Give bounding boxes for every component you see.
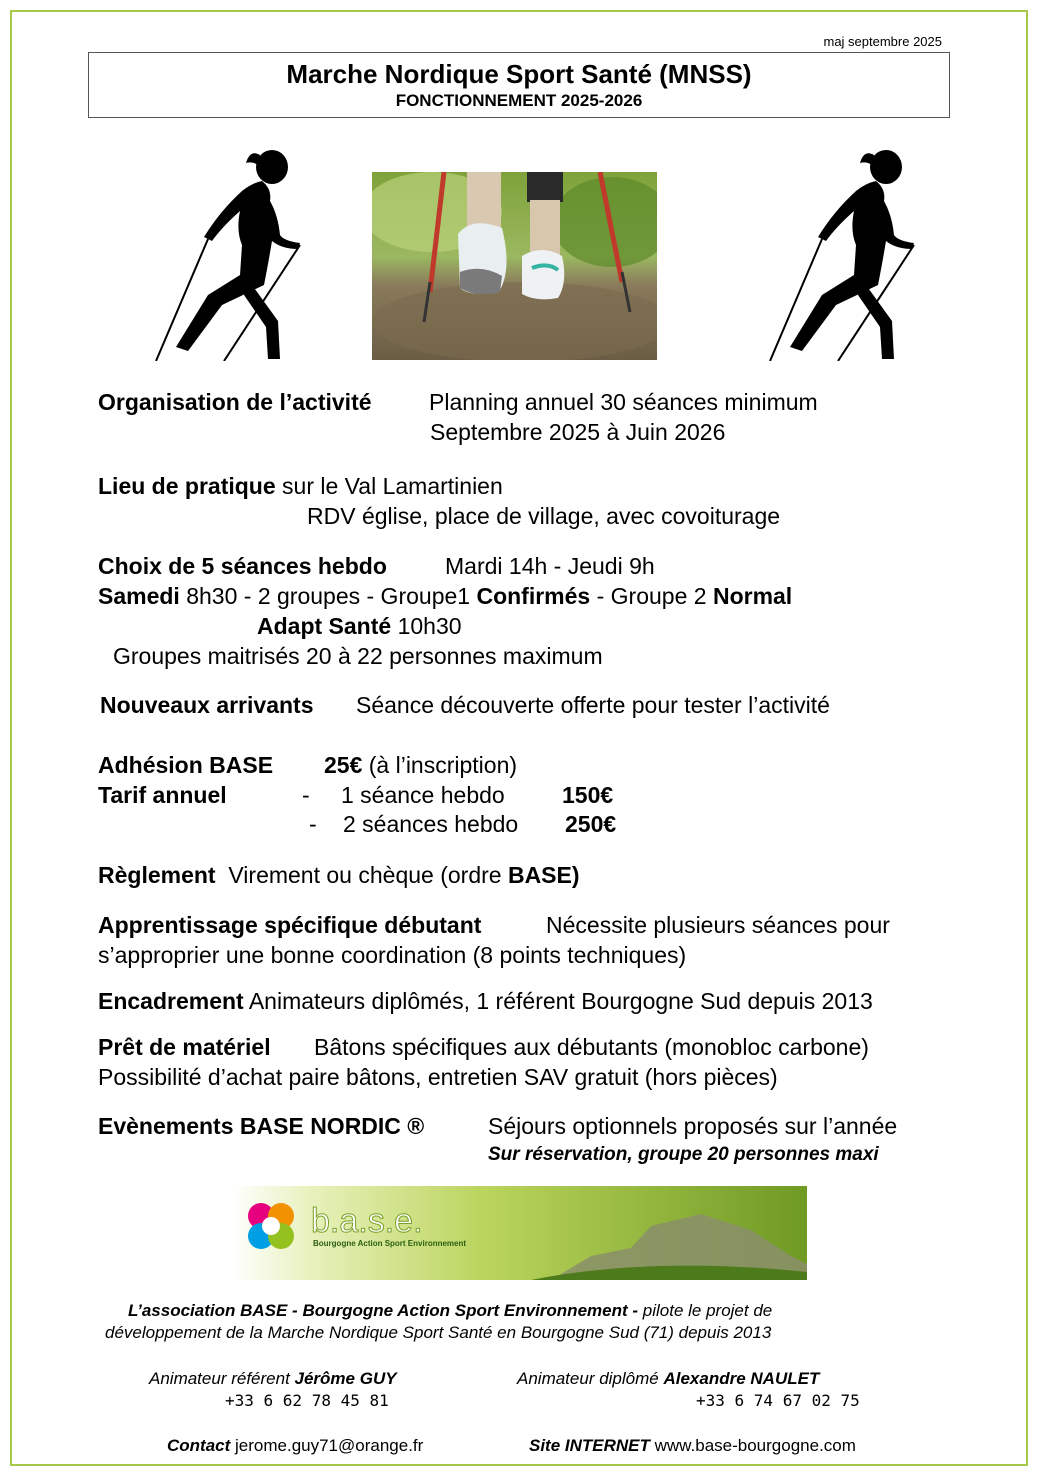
tarif-price1: 150€ xyxy=(562,782,614,808)
pret-label: Prêt de matériel xyxy=(98,1034,271,1060)
pret-text2: Possibilité d’achat paire bâtons, entretien SAV gratuit (hors pièces) xyxy=(98,1064,778,1090)
reglement-text: Virement ou chèque (ordre xyxy=(228,862,508,888)
anim1-name: Jérôme GUY xyxy=(294,1369,397,1388)
anim2-name: Alexandre NAULET xyxy=(663,1369,820,1388)
encadrement-line xyxy=(98,987,873,1015)
tarif-line2: 2 séances hebdo xyxy=(343,811,519,837)
tarif-label: Tarif annuel xyxy=(98,782,227,808)
assoc-text1: pilote le projet de xyxy=(638,1301,773,1320)
page-title: Marche Nordique Sport Santé (MNSS) xyxy=(286,59,752,89)
assoc-text2: développement de la Marche Nordique Sport Santé en Bourgogne Sud (71) depuis 2013 xyxy=(105,1323,772,1342)
org-text2: Septembre 2025 à Juin 2026 xyxy=(430,419,726,445)
tarif-price2: 250€ xyxy=(565,811,617,837)
adapt-line xyxy=(257,612,462,640)
adhesion-line xyxy=(324,751,517,779)
anim2-label: Animateur diplômé xyxy=(517,1369,664,1388)
apprentissage-text2: s’approprier une bonne coordination (8 points techniques) xyxy=(98,942,687,968)
update-date: maj septembre 2025 xyxy=(823,34,942,49)
contact-line xyxy=(167,1436,423,1456)
groupe2-text: - Groupe 2 xyxy=(590,583,713,609)
adhesion-text: (à l’inscription) xyxy=(362,752,518,778)
walker-silhouette-left xyxy=(152,145,312,361)
page-subtitle: FONCTIONNEMENT 2025-2026 xyxy=(395,91,643,110)
org-text1: Planning annuel 30 séances minimum xyxy=(429,389,818,415)
samedi-line xyxy=(98,582,792,610)
reglement-line xyxy=(98,861,580,889)
site-line xyxy=(529,1436,856,1456)
contact-email[interactable]: jerome.guy71@orange.fr xyxy=(230,1436,424,1455)
groupes-text: Groupes maitrisés 20 à 22 personnes maximum xyxy=(113,643,603,669)
nouveaux-text: Séance découverte offerte pour tester l’activité xyxy=(356,692,830,718)
tarif-dash1: - xyxy=(302,782,310,808)
reglement-bold: BASE) xyxy=(507,862,580,888)
choix-label: Choix de 5 séances hebdo xyxy=(98,553,387,579)
walker-silhouette-right xyxy=(766,145,926,361)
choix-text1: Mardi 14h - Jeudi 9h xyxy=(445,553,655,579)
adapt-label: Adapt Santé xyxy=(257,613,392,639)
anim1-phone: +33 6 62 78 45 81 xyxy=(225,1391,389,1410)
lieu-text2: RDV église, place de village, avec covoiturage xyxy=(307,503,781,529)
contact-label: Contact xyxy=(167,1436,231,1455)
banner-logo-sub: Bourgogne Action Sport Environnement xyxy=(313,1239,467,1248)
lieu-label: Lieu de pratique xyxy=(98,473,276,499)
assoc-bold: L’association BASE - Bourgogne Action Sport Environnement - xyxy=(128,1301,639,1320)
evenements-note: Sur réservation, groupe 20 personnes maxi xyxy=(488,1144,879,1165)
samedi-text: 8h30 - 2 groupes - Groupe1 xyxy=(179,583,477,609)
samedi-label: Samedi xyxy=(98,583,180,609)
apprentissage-text1: Nécessite plusieurs séances pour xyxy=(546,912,890,938)
normal-label: Normal xyxy=(712,583,793,609)
adapt-text: 10h30 xyxy=(391,613,462,639)
encadrement-text: Animateurs diplômés, 1 référent Bourgogne Sud depuis 2013 xyxy=(243,988,873,1014)
nouveaux-label: Nouveaux arrivants xyxy=(100,692,314,718)
site-label: Site INTERNET xyxy=(529,1436,650,1455)
tarif-line1: 1 séance hebdo xyxy=(341,782,505,808)
assoc-line1 xyxy=(128,1301,772,1321)
anim2-line xyxy=(517,1369,819,1389)
org-label: Organisation de l’activité xyxy=(98,389,372,415)
banner-logo-text: b.a.s.e. xyxy=(311,1202,423,1240)
adhesion-price: 25€ xyxy=(324,752,363,778)
site-url[interactable]: www.base-bourgogne.com xyxy=(649,1436,856,1455)
base-logo-icon xyxy=(248,1203,294,1249)
anim1-line xyxy=(149,1369,397,1389)
encadrement-label: Encadrement xyxy=(98,988,244,1014)
title-box xyxy=(88,52,950,118)
nordic-walking-photo xyxy=(372,172,657,360)
anim1-label: Animateur référent xyxy=(149,1369,295,1388)
lieu-text1: sur le Val Lamartinien xyxy=(275,473,503,499)
pret-text1: Bâtons spécifiques aux débutants (monobloc carbone) xyxy=(314,1034,869,1060)
reglement-label: Règlement xyxy=(98,862,216,888)
adhesion-label: Adhésion BASE xyxy=(98,752,274,778)
anim2-phone: +33 6 74 67 02 75 xyxy=(696,1391,860,1410)
tarif-dash2: - xyxy=(309,811,317,837)
lieu-line xyxy=(98,472,503,500)
base-banner xyxy=(231,1186,807,1280)
evenements-text: Séjours optionnels proposés sur l’année xyxy=(488,1113,898,1139)
evenements-label: Evènements BASE NORDIC ® xyxy=(98,1113,425,1139)
apprentissage-label: Apprentissage spécifique débutant xyxy=(98,912,482,938)
confirmes-label: Confirmés xyxy=(476,583,591,609)
